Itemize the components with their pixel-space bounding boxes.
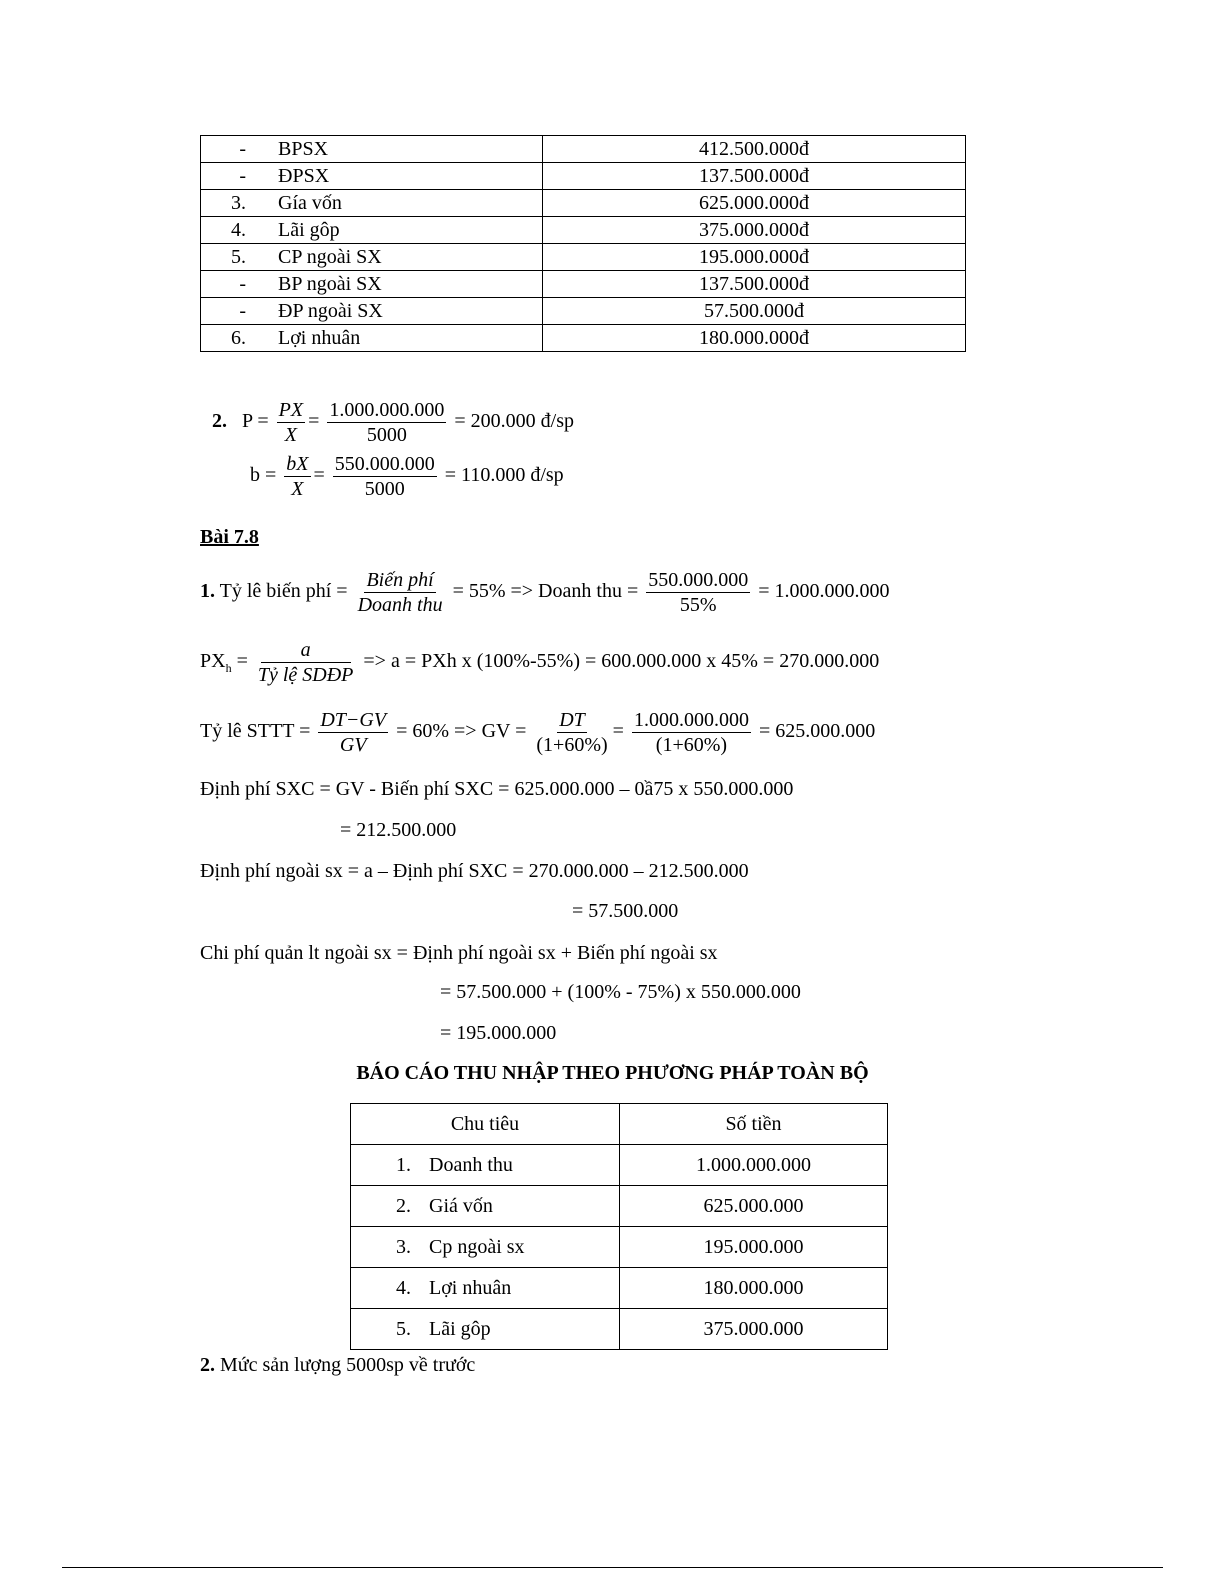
label-cell xyxy=(201,325,543,352)
value-cell: 1.000.000.000 xyxy=(620,1145,888,1186)
item-label: BPSX xyxy=(278,138,329,160)
item-number: 3. xyxy=(231,192,246,214)
item-label: Lãi gôp xyxy=(278,219,340,241)
final-line xyxy=(200,1352,475,1378)
equals: = xyxy=(308,410,320,433)
item-number: 2. xyxy=(200,1354,215,1376)
table-row xyxy=(201,244,966,271)
table-row xyxy=(351,1227,888,1268)
denominator: 55% xyxy=(679,594,717,616)
value-cell: 195.000.000 xyxy=(620,1227,888,1268)
text-line: Định phí SXC = GV - Biến phí SXC = 625.000.000 – 0ầ75 x 550.000.000 xyxy=(200,778,794,800)
numerator: 1.000.000.000 xyxy=(329,399,445,421)
item-number: 5. xyxy=(396,1318,411,1340)
label-cell xyxy=(201,244,543,271)
table-row xyxy=(351,1186,888,1227)
text: = 60% => GV = xyxy=(396,720,527,743)
denominator: X xyxy=(284,424,297,446)
label-cell xyxy=(201,217,543,244)
numerator: Biến phí xyxy=(366,569,434,591)
item-label: Lợi nhuân xyxy=(278,327,361,349)
formula-fixed-cost xyxy=(200,638,879,687)
value-cell: 625.000.000đ xyxy=(543,190,966,217)
numerator: 550.000.000 xyxy=(648,569,749,591)
table-row xyxy=(201,217,966,244)
numerator: DT−GV xyxy=(320,709,387,731)
item-number: - xyxy=(239,138,246,160)
denominator: (1+60%) xyxy=(655,734,728,756)
label-cell xyxy=(351,1309,620,1350)
header-cell: Chu tiêu xyxy=(351,1104,620,1145)
label-cell xyxy=(351,1186,620,1227)
item-label: Giá vốn xyxy=(429,1195,493,1217)
value-cell: 180.000.000đ xyxy=(543,325,966,352)
subscript: h xyxy=(225,661,232,676)
text-line: = 212.500.000 xyxy=(340,819,457,841)
numerator: 550.000.000 xyxy=(334,453,435,475)
income-report-table xyxy=(350,1103,888,1350)
text-line: Định phí ngoài sx = a – Định phí SXC = 270.000.000 – 212.500.000 xyxy=(200,860,749,882)
item-label: Lợi nhuân xyxy=(429,1277,512,1299)
table-row xyxy=(201,325,966,352)
table-row xyxy=(351,1268,888,1309)
text-line: = 195.000.000 xyxy=(440,1022,557,1044)
text: = 55% => Doanh thu = xyxy=(452,580,639,603)
table-row xyxy=(351,1309,888,1350)
report-title: BÁO CÁO THU NHẬP THEO PHƯƠNG PHÁP TOÀN BỘ xyxy=(356,1062,869,1084)
result: = 200.000 đ/sp xyxy=(454,410,575,433)
lhs: b = xyxy=(250,464,277,487)
value-cell: 180.000.000 xyxy=(620,1268,888,1309)
value-cell: 625.000.000 xyxy=(620,1186,888,1227)
table-row xyxy=(201,136,966,163)
item-number: 4. xyxy=(396,1277,411,1299)
value-cell: 195.000.000đ xyxy=(543,244,966,271)
text: Mức sản lượng 5000sp về trước xyxy=(220,1354,476,1376)
denominator: (1+60%) xyxy=(536,734,608,756)
item-number: 3. xyxy=(396,1236,411,1258)
formula-b xyxy=(250,452,564,501)
value-cell: 412.500.000đ xyxy=(543,136,966,163)
table-row xyxy=(351,1145,888,1186)
item-label: BP ngoài SX xyxy=(278,273,382,295)
numerator: 1.000.000.000 xyxy=(633,709,749,731)
item-number: 1. xyxy=(396,1154,411,1176)
header-cell: Số tiền xyxy=(620,1104,888,1145)
denominator: 5000 xyxy=(364,478,405,500)
numerator: a xyxy=(261,638,351,663)
text-line: Chi phí quản lt ngoài sx = Định phí ngoài sx + Biến phí ngoài sx xyxy=(200,942,718,964)
denominator: X xyxy=(291,478,304,500)
table-row xyxy=(201,163,966,190)
denominator: 5000 xyxy=(366,424,407,446)
numerator: bX xyxy=(286,453,309,475)
equals: = xyxy=(313,464,325,487)
item-label: ĐPSX xyxy=(278,165,330,187)
label-cell xyxy=(351,1227,620,1268)
item-number: 5. xyxy=(231,246,246,268)
label-cell xyxy=(201,271,543,298)
item-number: 1. xyxy=(200,580,215,603)
item-number: - xyxy=(239,165,246,187)
denominator: Tỷ lệ SDĐP xyxy=(257,664,354,686)
lhs: P = xyxy=(242,410,269,433)
page-bottom-rule xyxy=(62,1567,1163,1568)
label-cell xyxy=(201,163,543,190)
result: = 110.000 đ/sp xyxy=(444,464,564,487)
denominator: Doanh thu xyxy=(357,594,443,616)
table-row xyxy=(201,190,966,217)
item-label: ĐP ngoài SX xyxy=(278,300,383,322)
value-cell: 137.500.000đ xyxy=(543,271,966,298)
denominator: GV xyxy=(339,734,367,756)
header-row xyxy=(351,1104,888,1145)
text-line: = 57.500.000 xyxy=(572,900,679,922)
section-heading: Bài 7.8 xyxy=(200,526,259,548)
value-cell: 375.000.000 xyxy=(620,1309,888,1350)
equals: = xyxy=(612,720,624,743)
result: = 1.000.000.000 xyxy=(758,580,890,603)
text-line: = 57.500.000 + (100% - 75%) x 550.000.000 xyxy=(440,981,801,1003)
value-cell: 57.500.000đ xyxy=(543,298,966,325)
label-cell xyxy=(201,298,543,325)
item-number: - xyxy=(239,273,246,295)
item-number: 6. xyxy=(231,327,246,349)
numerator: PX xyxy=(278,399,304,421)
item-label: Doanh thu xyxy=(429,1154,513,1176)
item-label: CP ngoài SX xyxy=(278,246,382,268)
formula-markup xyxy=(200,708,875,757)
label-cell xyxy=(351,1145,620,1186)
item-label: Cp ngoài sx xyxy=(429,1236,525,1258)
item-label: Gía vốn xyxy=(278,192,342,214)
cost-table xyxy=(200,135,966,352)
table-row xyxy=(201,298,966,325)
equals: = xyxy=(236,650,248,673)
label-cell xyxy=(351,1268,620,1309)
text: Tỷ lê STTT = xyxy=(200,720,311,743)
text: => a = PXh x (100%-55%) = 600.000.000 x 45% = 270.000.000 xyxy=(363,650,880,673)
text: PX xyxy=(200,650,226,673)
formula-p xyxy=(212,398,574,447)
item-number: - xyxy=(239,300,246,322)
value-cell: 375.000.000đ xyxy=(543,217,966,244)
item-number: 2. xyxy=(212,410,227,433)
label-cell xyxy=(201,136,543,163)
item-number: 2. xyxy=(396,1195,411,1217)
formula-variable-cost-ratio xyxy=(200,568,890,617)
value-cell: 137.500.000đ xyxy=(543,163,966,190)
text: Tỷ lê biến phí = xyxy=(219,580,348,603)
numerator: DT xyxy=(559,709,585,731)
result: = 625.000.000 xyxy=(758,720,876,743)
item-label: Lãi gôp xyxy=(429,1318,491,1340)
item-number: 4. xyxy=(231,219,246,241)
table-row xyxy=(201,271,966,298)
label-cell xyxy=(201,190,543,217)
